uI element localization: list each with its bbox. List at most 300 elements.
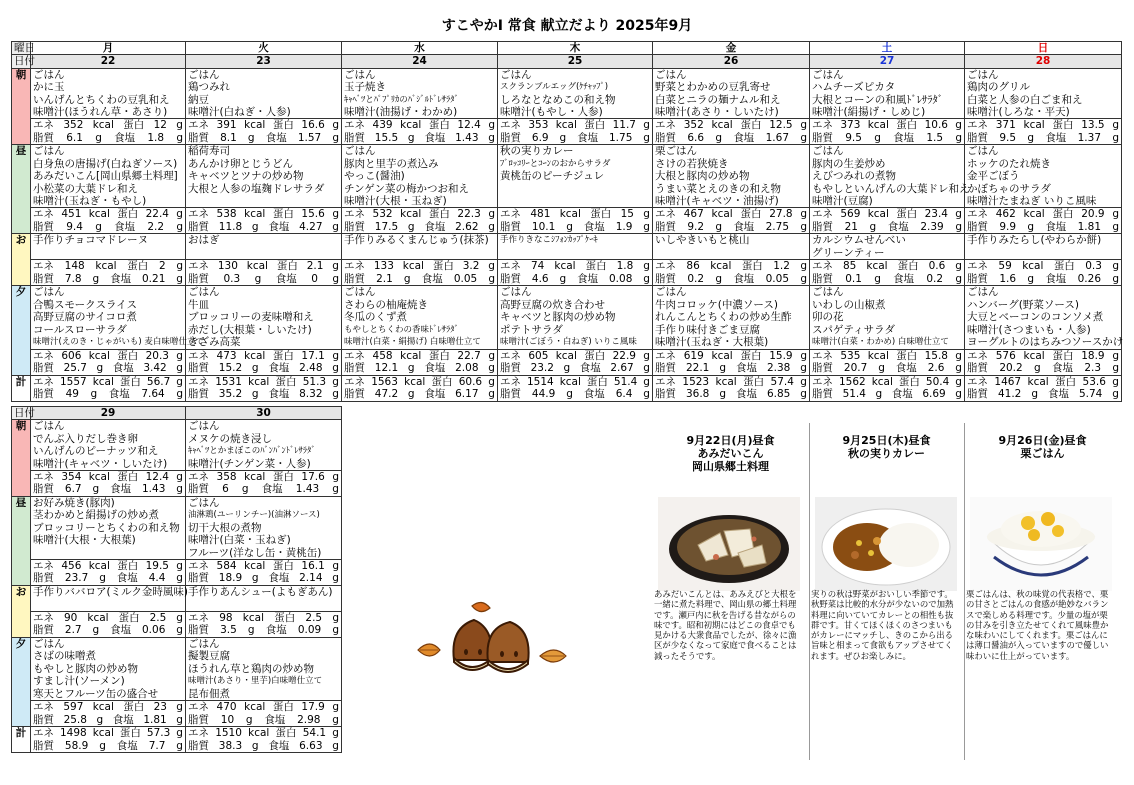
- protein-label: 蛋白: [119, 375, 141, 388]
- gram-unit: g: [96, 713, 104, 726]
- leaf-icon-left: [418, 644, 440, 656]
- nutrition-cell: [653, 349, 810, 375]
- kcal-unit: kcal: [1023, 208, 1045, 221]
- ene-label: エネ: [655, 375, 676, 388]
- salt-label: 食塩: [268, 572, 290, 585]
- nutrition-cell: [342, 260, 498, 286]
- gram-unit: g: [99, 572, 106, 585]
- gram-unit: g: [90, 387, 98, 400]
- nutrition-cell: [965, 375, 1122, 401]
- kcal-unit: kcal: [867, 208, 889, 221]
- energy-value: 1467: [994, 375, 1022, 388]
- fat-label: 脂質: [188, 483, 209, 496]
- menu-cell: [965, 286, 1122, 349]
- menu-item: ｷｬﾍﾞﾂとかまぼこのﾊﾞﾝﾊﾞﾝﾄﾞﾚｻﾗﾀﾞ: [188, 446, 316, 457]
- protein-label: 蛋白: [127, 260, 149, 273]
- menu-item: 味噌汁(キャベツ・油揚げ): [655, 195, 779, 208]
- menu-item: かに玉: [33, 81, 65, 94]
- salt-label: 食塩: [735, 387, 757, 400]
- gram-unit: g: [715, 131, 722, 144]
- gram-unit: g: [955, 375, 962, 388]
- gram-unit: g: [241, 483, 249, 496]
- menu-item: ごはん: [812, 145, 844, 158]
- salt-label: 食塩: [733, 220, 755, 233]
- gram-unit: g: [643, 387, 650, 400]
- menu-cell: [965, 68, 1122, 119]
- menu-cell: [31, 68, 186, 119]
- menu-item: えびつみれの煮物: [812, 170, 896, 183]
- menu-item: ごはん: [967, 145, 999, 158]
- kcal-unit: kcal: [867, 119, 889, 132]
- gram-unit: g: [332, 361, 339, 374]
- menu-item: 稲荷寿司: [188, 145, 230, 158]
- protein-value: 11.7: [612, 119, 636, 132]
- salt-label: 食塩: [261, 483, 283, 496]
- kcal-unit: kcal: [248, 375, 270, 388]
- protein-label: 蛋白: [274, 612, 296, 625]
- menu-item: ほうれん草と鶏肉の炒め物: [188, 662, 314, 675]
- gram-unit: g: [176, 727, 183, 740]
- ene-label: エネ: [655, 260, 676, 273]
- salt-label: 食塩: [895, 361, 917, 374]
- salt-value: 0.2: [926, 272, 944, 285]
- gram-unit: g: [1112, 220, 1119, 233]
- meal-label-oyatsu: お: [12, 586, 31, 638]
- energy-value: 1514: [526, 375, 554, 388]
- menu-item: 大根とコーンの和風ﾄﾞﾚｻﾗﾀﾞ: [812, 93, 944, 106]
- gram-unit: g: [176, 560, 183, 573]
- meal-label-oyatsu: お: [12, 234, 31, 286]
- fat-value: 22.1: [685, 361, 710, 374]
- kcal-unit: kcal: [555, 119, 577, 132]
- fat-label: 脂質: [812, 272, 833, 285]
- feature-panel-kurigohan: [964, 423, 1121, 760]
- gram-unit: g: [559, 272, 567, 285]
- protein-label: 蛋白: [117, 208, 139, 221]
- gram-unit: g: [955, 387, 962, 400]
- protein-value: 17.9: [301, 701, 325, 714]
- gram-unit: g: [800, 131, 807, 144]
- ene-label: エネ: [188, 208, 209, 221]
- menu-item: ごはん: [967, 286, 999, 299]
- gram-unit: g: [1112, 119, 1119, 132]
- protein-label: 蛋白: [275, 375, 297, 388]
- ene-label: エネ: [967, 375, 988, 388]
- protein-label: 蛋白: [123, 119, 145, 132]
- protein-value: 15.6: [301, 208, 325, 221]
- nutrition-cell: [31, 701, 186, 727]
- menu-item: 金平ごぼう: [967, 170, 1020, 183]
- fat-label: 脂質: [188, 361, 209, 374]
- fat-label: 脂質: [188, 387, 209, 400]
- ene-label: エネ: [812, 119, 833, 132]
- kcal-unit: kcal: [88, 471, 110, 484]
- gram-unit: g: [332, 624, 339, 637]
- menu-item: ごはん: [812, 286, 844, 299]
- energy-value: 481: [530, 208, 551, 221]
- salt-label: 食塩: [110, 483, 132, 496]
- salt-label: 食塩: [893, 272, 915, 285]
- menu-item: 味噌汁(白菜・絹揚げ) 白味噌仕立て: [344, 337, 481, 348]
- gram-unit: g: [955, 119, 962, 132]
- salt-value: 1.81: [1077, 220, 1102, 233]
- energy-value: 133: [373, 260, 394, 273]
- menu-item: メヌケの焼き浸し: [188, 432, 272, 445]
- protein-label: 蛋白: [585, 260, 607, 273]
- salt-value: 4.4: [148, 572, 166, 585]
- energy-value: 470: [216, 701, 237, 714]
- gram-unit: g: [251, 361, 259, 374]
- date-cell: 22: [31, 55, 186, 68]
- gram-unit: g: [251, 220, 259, 233]
- protein-label: 蛋白: [1052, 349, 1074, 362]
- menu-item: ごはん: [344, 286, 376, 299]
- feature-title: 9月22日(月)昼食 あみだいこん 岡山県郷土料理: [686, 434, 775, 473]
- nutrition-cell: [186, 471, 342, 497]
- menu-cell: [31, 420, 186, 471]
- kcal-unit: kcal: [559, 375, 581, 388]
- protein-label: 蛋白: [428, 208, 450, 221]
- fat-value: 36.8: [685, 387, 710, 400]
- menu-item: ハンバーグ(野菜ソース): [967, 298, 1079, 311]
- salt-value: 2.48: [299, 361, 323, 374]
- gram-unit: g: [176, 471, 183, 484]
- ene-label: エネ: [812, 375, 833, 388]
- gram-unit: g: [176, 208, 183, 221]
- menu-table-week1: [11, 41, 1122, 402]
- protein-value: 13.5: [1081, 119, 1105, 132]
- menu-item: 大根と豚肉の炒め物: [655, 170, 750, 183]
- fat-label: 脂質: [188, 624, 209, 637]
- menu-item: 味噌汁(もやし・人参): [500, 106, 603, 119]
- nutrition-cell: [31, 727, 186, 753]
- gram-unit: g: [955, 349, 962, 362]
- energy-value: 59: [998, 260, 1012, 273]
- menu-item: 小松菜の大葉ドレ和え: [33, 182, 138, 195]
- fat-value: 10: [220, 713, 235, 726]
- salt-value: 0.05: [453, 272, 478, 285]
- protein-value: 54.1: [302, 727, 327, 740]
- energy-value: 584: [216, 560, 237, 573]
- kcal-unit: kcal: [871, 375, 893, 388]
- salt-value: 6.69: [922, 387, 946, 400]
- gram-unit: g: [1027, 131, 1034, 144]
- protein-label: 蛋白: [272, 560, 294, 573]
- kcal-unit: kcal: [88, 208, 110, 221]
- salt-value: 1.43: [295, 483, 320, 496]
- energy-value: 535: [840, 349, 861, 362]
- menu-cell: [653, 145, 810, 208]
- gram-unit: g: [176, 612, 183, 625]
- menu-item: ﾌﾞﾛｯｺﾘｰとｺｰﾝのおからサラダ: [500, 158, 611, 169]
- salt-value: 0.21: [142, 272, 166, 285]
- nutrition-cell: [810, 349, 965, 375]
- ene-label: エネ: [188, 701, 209, 714]
- salt-value: 1.5: [926, 131, 944, 144]
- menu-item: 手作りみたらし(やわらか餅): [967, 234, 1102, 247]
- nutrition-cell: [31, 349, 186, 375]
- kcal-unit: kcal: [244, 349, 266, 362]
- energy-value: 371: [995, 119, 1016, 132]
- fat-value: 17.5: [374, 220, 399, 233]
- ene-label: エネ: [188, 349, 209, 362]
- protein-value: 23.4: [924, 208, 948, 221]
- energy-value: 352: [63, 119, 84, 132]
- ene-label: エネ: [344, 260, 365, 273]
- fat-value: 25.7: [63, 361, 87, 374]
- salt-label: 食塩: [424, 387, 446, 400]
- menu-item: ごはん: [33, 420, 65, 433]
- gram-unit: g: [176, 375, 183, 388]
- energy-value: 456: [61, 560, 82, 573]
- salt-value: 2.14: [299, 572, 323, 585]
- menu-item: 味噌汁(豆腐): [812, 195, 873, 208]
- weekday-cell: 月: [31, 42, 186, 55]
- salt-label: 食塩: [264, 713, 286, 726]
- gram-unit: g: [875, 387, 883, 400]
- fat-label: 脂質: [188, 572, 209, 585]
- fat-value: 18.9: [218, 572, 243, 585]
- weekday-cell: 火: [186, 42, 342, 55]
- kcal-unit: kcal: [92, 375, 114, 388]
- salt-value: 0: [311, 272, 318, 285]
- salt-value: 2.75: [765, 220, 790, 233]
- salt-label: 食塩: [265, 624, 287, 637]
- fat-value: 6: [222, 483, 229, 496]
- salt-label: 食塩: [112, 361, 134, 374]
- energy-value: 1562: [838, 375, 866, 388]
- menu-item: いわしの山椒煮: [812, 298, 886, 311]
- fat-label: 脂質: [188, 272, 209, 285]
- menu-item: 秋の実りカレー: [500, 145, 574, 158]
- nutrition-cell: [342, 349, 498, 375]
- fat-value: 25.8: [63, 713, 87, 726]
- fat-label: 脂質: [33, 361, 54, 374]
- fat-value: 0.1: [845, 272, 862, 285]
- kcal-unit: kcal: [1022, 260, 1044, 273]
- nutrition-cell: [186, 260, 342, 286]
- fat-value: 35.2: [218, 387, 243, 400]
- menu-item: 冬瓜のくず煮: [344, 311, 407, 324]
- ene-label: エネ: [188, 471, 209, 484]
- nutrition-cell: [186, 375, 342, 401]
- salt-value: 1.81: [143, 713, 167, 726]
- nutrition-cell: [31, 375, 186, 401]
- salt-label: 食塩: [114, 131, 136, 144]
- menu-item: 味噌汁(キャベツ・しいたけ): [33, 457, 168, 470]
- menu-item: グリーンティー: [812, 246, 885, 259]
- fat-label: 脂質: [500, 131, 521, 144]
- menu-item: 味噌汁(白菜・玉ねぎ): [188, 534, 291, 547]
- ene-label: エネ: [33, 375, 54, 388]
- protein-value: 3.2: [462, 260, 480, 273]
- nutrition-cell: [965, 119, 1122, 145]
- menu-item: でんぶ入りだし巻き卵: [33, 432, 138, 445]
- protein-label: 蛋白: [1052, 208, 1074, 221]
- chestnut-illustration: [410, 600, 570, 680]
- gram-unit: g: [643, 272, 650, 285]
- salt-label: 食塩: [733, 131, 755, 144]
- fat-label: 脂質: [500, 361, 521, 374]
- protein-label: 蛋白: [123, 701, 145, 714]
- salt-value: 6.63: [299, 739, 323, 752]
- salt-label: 食塩: [1047, 387, 1069, 400]
- fat-label: 脂質: [967, 220, 988, 233]
- nutrition-cell: [965, 260, 1122, 286]
- kcal-unit: kcal: [866, 260, 888, 273]
- menu-cell: [342, 234, 498, 260]
- nutrition-cell: [810, 119, 965, 145]
- fat-value: 1.6: [999, 272, 1017, 285]
- protein-value: 12: [153, 119, 167, 132]
- ene-label: エネ: [188, 612, 209, 625]
- salt-value: 6.17: [455, 387, 479, 400]
- fat-value: 10.1: [531, 220, 556, 233]
- kcal-unit: kcal: [711, 119, 733, 132]
- salt-value: 8.32: [299, 387, 323, 400]
- protein-label: 蛋白: [119, 727, 141, 740]
- salt-value: 1.75: [609, 131, 633, 144]
- salt-value: 7.7: [148, 739, 166, 752]
- menu-item: 玉子焼き: [344, 81, 386, 94]
- protein-value: 2: [158, 260, 166, 273]
- fat-label: 脂質: [655, 131, 676, 144]
- fat-label: 脂質: [33, 272, 54, 285]
- gram-unit: g: [332, 260, 339, 273]
- gram-unit: g: [176, 624, 183, 637]
- gram-unit: g: [176, 349, 183, 362]
- gram-unit: g: [95, 131, 102, 144]
- protein-label: 蛋白: [272, 471, 294, 484]
- ene-label: エネ: [344, 119, 365, 132]
- nutrition-cell: [653, 208, 810, 234]
- protein-label: 蛋白: [741, 260, 763, 273]
- gram-unit: g: [643, 131, 650, 144]
- menu-item: スクランブルエッグ(ｹﾁｬｯﾌﾟ): [500, 82, 609, 93]
- protein-value: 10.6: [924, 119, 948, 132]
- kcal-unit: kcal: [400, 349, 422, 362]
- fat-value: 20.7: [843, 361, 868, 374]
- fat-value: 21: [844, 220, 858, 233]
- kcal-unit: kcal: [867, 349, 889, 362]
- gram-unit: g: [488, 272, 495, 285]
- ene-label: エネ: [967, 260, 988, 273]
- salt-label: 食塩: [424, 131, 446, 144]
- protein-label: 蛋白: [428, 119, 450, 132]
- menu-item: 擬製豆腐: [188, 650, 230, 663]
- salt-label: 食塩: [577, 272, 599, 285]
- nutrition-cell: [31, 260, 186, 286]
- chestnut-left: [453, 620, 492, 670]
- ene-label: エネ: [500, 208, 521, 221]
- protein-value: 0.6: [928, 260, 946, 273]
- date-cell: 26: [653, 55, 810, 68]
- protein-label: 蛋白: [896, 119, 918, 132]
- protein-label: 蛋白: [117, 471, 139, 484]
- gram-unit: g: [247, 131, 255, 144]
- fat-value: 6.7: [64, 483, 82, 496]
- salt-label: 食塩: [268, 361, 290, 374]
- menu-item: 牛肉コロッケ(中濃ソース): [655, 298, 778, 311]
- protein-label: 蛋白: [432, 260, 454, 273]
- gram-unit: g: [332, 713, 339, 726]
- meal-label-asa: 朝: [12, 420, 31, 497]
- protein-value: 15.8: [924, 349, 948, 362]
- gram-unit: g: [332, 349, 339, 362]
- menu-item: 高野豆腐のサイコロ煮: [33, 311, 137, 324]
- gram-unit: g: [874, 272, 881, 285]
- meal-label-total: 計: [12, 375, 31, 401]
- salt-value: 1.67: [765, 131, 790, 144]
- gram-unit: g: [332, 387, 339, 400]
- ene-label: エネ: [33, 612, 54, 625]
- gram-unit: g: [332, 727, 339, 740]
- protein-value: 22.3: [457, 208, 481, 221]
- menu-item: すまし汁(ソーメン): [33, 675, 125, 688]
- menu-cell: [498, 234, 653, 260]
- ene-label: エネ: [812, 349, 833, 362]
- menu-cell: [498, 145, 653, 208]
- nutrition-cell: [965, 208, 1122, 234]
- ene-label: エネ: [967, 119, 988, 132]
- nutrition-cell: [498, 260, 653, 286]
- protein-value: 17.6: [301, 471, 325, 484]
- gram-unit: g: [955, 260, 962, 273]
- energy-value: 605: [528, 349, 549, 362]
- protein-value: 53.6: [1082, 375, 1106, 388]
- gram-unit: g: [407, 220, 415, 233]
- menu-cell: [498, 286, 653, 349]
- menu-item: 昆布佃煮: [188, 687, 230, 700]
- protein-value: 0.3: [1085, 260, 1102, 273]
- menu-cell: [186, 638, 342, 701]
- nutrition-cell: [186, 727, 342, 753]
- protein-value: 12.4: [457, 119, 481, 132]
- menu-item: さけの若狭焼き: [655, 157, 729, 170]
- nutrition-cell: [498, 208, 653, 234]
- kcal-unit: kcal: [95, 260, 117, 273]
- feature-text: あみだいこんとは、あみえびと大根を一緒に煮た料理で、岡山県の郷土料理です。瀬戸内に秋を告げる昔ながらの味です。昭和初期にはどこの食卓でも見かける大衆食品でしたが、徐々に漁区が少なくなって家庭で食べることは減ったそうです。: [654, 589, 797, 661]
- fat-label: 脂質: [344, 272, 365, 285]
- gram-unit: g: [878, 361, 885, 374]
- menu-item: 油淋鶏(ユーリンチー)(油淋ソース): [188, 510, 320, 521]
- protein-value: 57.3: [146, 727, 171, 740]
- menu-item: 味噌汁(チンゲン菜・人参): [188, 457, 311, 470]
- menu-item: ごはん: [812, 68, 844, 81]
- kcal-unit: kcal: [559, 208, 581, 221]
- fat-value: 2.1: [376, 272, 393, 285]
- fat-label: 脂質: [344, 361, 365, 374]
- menu-item: ごはん: [344, 145, 376, 158]
- salt-value: 1.57: [297, 131, 322, 144]
- salt-value: 0.09: [297, 624, 322, 637]
- menu-item: お好み焼き(豚肉): [33, 497, 115, 510]
- energy-value: 462: [995, 208, 1016, 221]
- salt-label: 食塩: [110, 272, 132, 285]
- kcal-unit: kcal: [244, 560, 266, 573]
- gram-unit: g: [1112, 260, 1119, 273]
- menu-item: キャベツとツナの炒め物: [188, 170, 304, 183]
- ene-label: エネ: [812, 208, 833, 221]
- kcal-unit: kcal: [404, 375, 426, 388]
- menu-item: 大根と人参の塩麹ドレサラダ: [188, 182, 325, 195]
- fat-value: 47.2: [374, 387, 399, 400]
- fat-value: 9.9: [999, 220, 1017, 233]
- protein-value: 56.7: [146, 375, 171, 388]
- fat-label: 脂質: [33, 739, 54, 752]
- protein-value: 17.1: [301, 349, 325, 362]
- salt-label: 食塩: [424, 220, 446, 233]
